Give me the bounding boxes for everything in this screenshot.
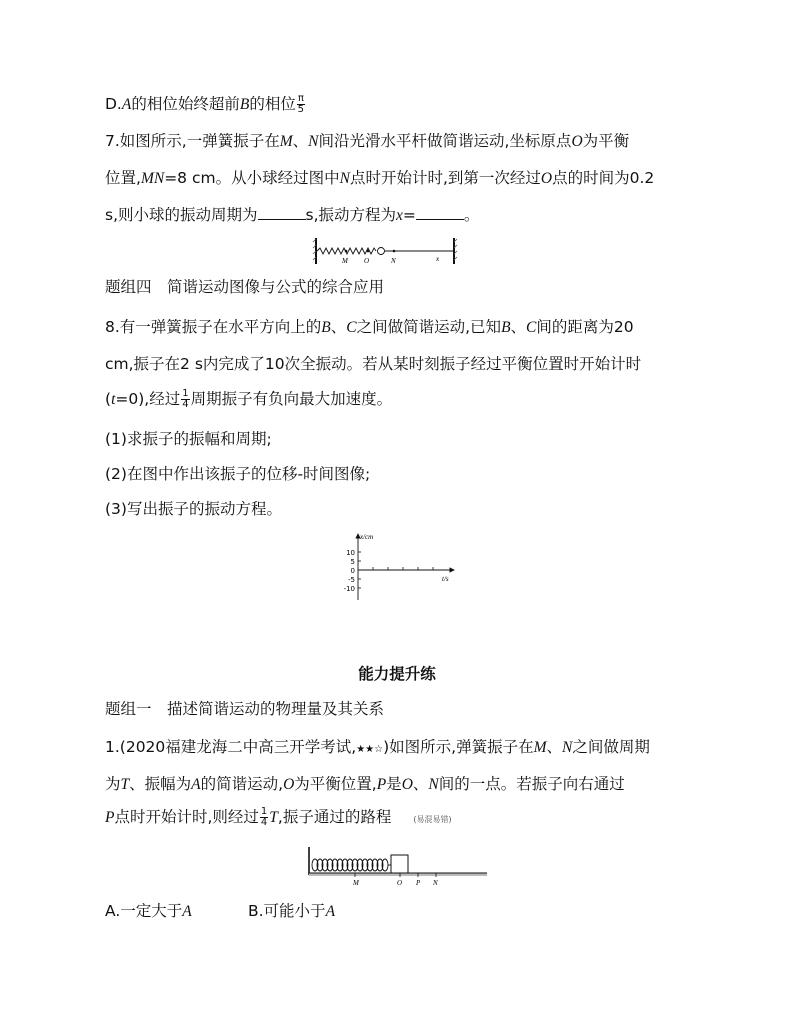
q8-sub-3: (3)写出振子的振动方程。 (105, 500, 282, 518)
q1-line-1: 1.(2020福建龙海二中高三开学考试,★★☆)如图所示,弹簧振子在M、N之间做周期 (105, 738, 650, 756)
graph-tick-neg10: -10 (343, 585, 355, 593)
graph-ylabel: x/cm (360, 533, 374, 541)
difficulty-stars-icon: ★★☆ (356, 744, 384, 755)
graph-tick-0: 0 (350, 567, 355, 575)
q8-line-3: (t=0),经过 $\frac{1}{4}$ 周期振子有负向最大加速度。 (105, 388, 393, 410)
q8-line-2: cm,振子在2 s内完成了10次全振动。若从某时刻振子经过平衡位置时开始计时 (105, 355, 642, 373)
q6-option-d[interactable]: D.A的相位始终超前B的相位 $\frac{\pi}{5}$ (105, 93, 305, 115)
fig-label-o: O (397, 879, 403, 887)
q1-spring-figure (305, 843, 489, 887)
fig-label-n: N (391, 257, 396, 265)
q7-spring-figure (312, 234, 458, 268)
fraction-one-quarter-q1: $\frac{1}{4}$ (260, 806, 268, 828)
q1-line-2: 为T、振幅为A的简谐运动,O为平衡位置,P是O、N间的一点。若振子向右通过 (105, 775, 625, 793)
fraction-one-quarter: $\frac{1}{4}$ (182, 388, 189, 410)
answer-blank-period[interactable] (258, 205, 306, 220)
q8-xt-graph[interactable] (336, 530, 466, 602)
q8-line-1: 8.有一弹簧振子在水平方向上的B、C之间做简谐运动,已知B、C间的距离为20 (105, 318, 634, 336)
graph-tick-5: 5 (350, 558, 355, 566)
fig-label-m: M (342, 257, 348, 265)
q1-option-a[interactable]: A.一定大于A (105, 902, 192, 920)
fig-label-n: N (433, 879, 438, 887)
q8-sub-2: (2)在图中作出该振子的位移-时间图像; (105, 465, 371, 483)
section-title: 能力提升练 (358, 665, 436, 683)
fig-label-p: P (416, 879, 421, 887)
group-1-heading: 题组一 描述简谐运动的物理量及其关系 (105, 700, 385, 718)
q7-line-2: 位置,MN=8 cm。从小球经过图中N点时开始计时,到第一次经过O点的时间为0.2 (105, 169, 655, 187)
answer-blank-equation[interactable] (416, 205, 464, 220)
fig-label-o: O (364, 257, 370, 265)
tag-confusing: (易混易错) (413, 815, 452, 824)
graph-tick-neg5: -5 (348, 576, 355, 584)
q7-line-1: 7.如图所示,一弹簧振子在M、N间沿光滑水平杆做简谐运动,坐标原点O为平衡 (105, 132, 630, 150)
fig-label-m: M (353, 879, 359, 887)
graph-xlabel: t/s (442, 575, 449, 583)
q8-sub-1: (1)求振子的振幅和周期; (105, 430, 272, 448)
q1-option-b[interactable]: B.可能小于A (248, 902, 336, 920)
group-4-heading: 题组四 简谐运动图像与公式的综合应用 (105, 278, 385, 296)
q7-line-3: s,则小球的振动周期为 s,振动方程为x= 。 (105, 206, 480, 224)
fig-label-x: x (436, 255, 440, 263)
q1-line-3: P点时开始计时,则经过 $\frac{1}{4}$ T,振子通过的路程 (易混易错) (105, 806, 452, 828)
graph-tick-10: 10 (346, 549, 355, 557)
fraction-pi-over-5: $\frac{\pi}{5}$ (297, 93, 305, 115)
